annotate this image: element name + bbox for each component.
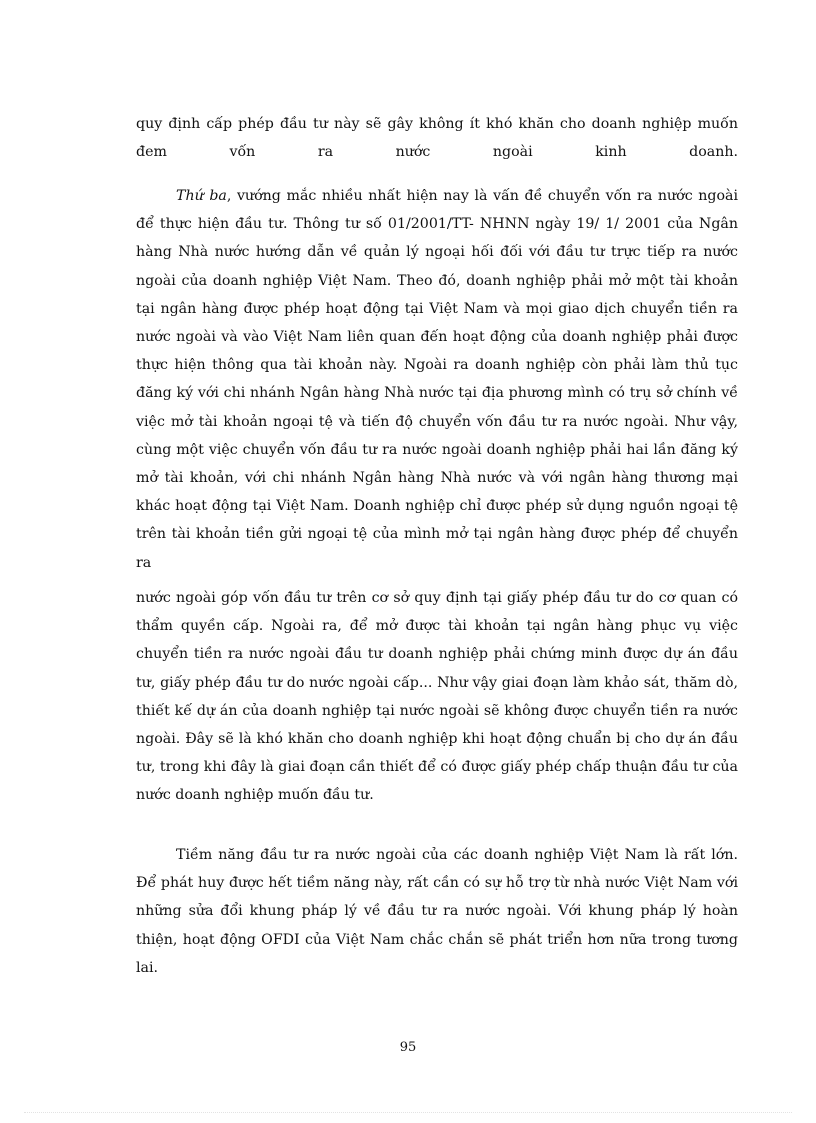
paragraph-third-block [136, 182, 738, 577]
page-bottom-rule [24, 1112, 792, 1113]
paragraph-third-continued: nước ngoài góp vốn đầu tư trên cơ sở quy định tại giấy phép đầu tư do cơ quan có thẩm quyền cấp. Ngoài ra, để mở được tài khoản tại ngân hàng phục vụ việc chuyển tiền ra nước ngoài đầu tư doanh nghiệp phải chứng minh được dự án đầu tư, giấy phép đầu tư do nước ngoài cấp... Như vậy giai đoạn làm khảo sát, thăm dò, thiết kế dự án của doanh nghiệp tại nước ngoài sẽ không được chuyển tiền ra nước ngoài. Đây sẽ là khó khăn cho doanh nghiệp khi hoạt động chuẩn bị cho dự án đầu tư, trong khi đây là giai đoạn cần thiết để có được giấy phép chấp thuận đầu tư của nước doanh nghiệp muốn đầu tư. [136, 590, 738, 804]
paragraph-third-body: , vướng mắc nhiều nhất hiện nay là vấn đề chuyển vốn ra nước ngoài để thực hiện đầu tư. Thông tư số 01/2001/TT- NHNN ngày 19/ 1/ 2001 của Ngân hàng Nhà nước hướng dẫn về quản lý ngoại hối đối với đầu tư trực tiếp ra nước ngoài của doanh nghiệp Việt Nam. Theo đó, doanh nghiệp phải mở một tài khoản tại ngân hàng được phép hoạt động tại Việt Nam và mọi giao dịch chuyển tiền ra nước ngoài và vào Việt Nam liên quan đến hoạt động của doanh nghiệp phải được thực hiện thông qua tài khoản này. Ngoài ra doanh nghiệp còn phải làm thủ tục đăng ký với chi nhánh Ngân hàng Nhà nước tại địa phương mình có trụ sở chính về việc mở tài khoản ngoại tệ và tiến độ chuyển vốn đầu tư ra nước ngoài. Như vậy, cùng một việc chuyển vốn đầu tư ra nước ngoài doanh nghiệp phải hai lần đăng ký mở tài khoản, với chi nhánh Ngân hàng Nhà nước và với ngân hàng thương mại khác hoạt động tại Việt Nam. Doanh nghiệp chỉ được phép sử dụng nguồn ngoại tệ trên tài khoản tiền gửi ngoại tệ của mình mở tại ngân hàng được phép để chuyển ra [136, 188, 738, 571]
paragraph-conclusion: Tiềm năng đầu tư ra nước ngoài của các doanh nghiệp Việt Nam là rất lớn. Để phát huy được hết tiềm năng này, rất cần có sự hỗ trợ từ nhà nước Việt Nam với những sửa đổi khung pháp lý về đầu tư ra nước ngoài. Với khung pháp lý hoàn thiện, hoạt động OFDI của Việt Nam chắc chắn sẽ phát triển hơn nữa trong tương lai. [136, 847, 738, 976]
paragraph-continuation-block [136, 110, 738, 166]
paragraph-third-continued-block [136, 584, 738, 810]
page-number: 95 [399, 1040, 417, 1055]
paragraph-third-lead: Thứ ba [176, 188, 227, 204]
paragraph-third [136, 182, 738, 577]
paragraph-continuation: quy định cấp phép đầu tư này sẽ gây không ít khó khăn cho doanh nghiệp muốn đem vốn ra nước ngoài kinh doanh. [136, 116, 738, 161]
paragraph-conclusion-block [136, 841, 738, 982]
